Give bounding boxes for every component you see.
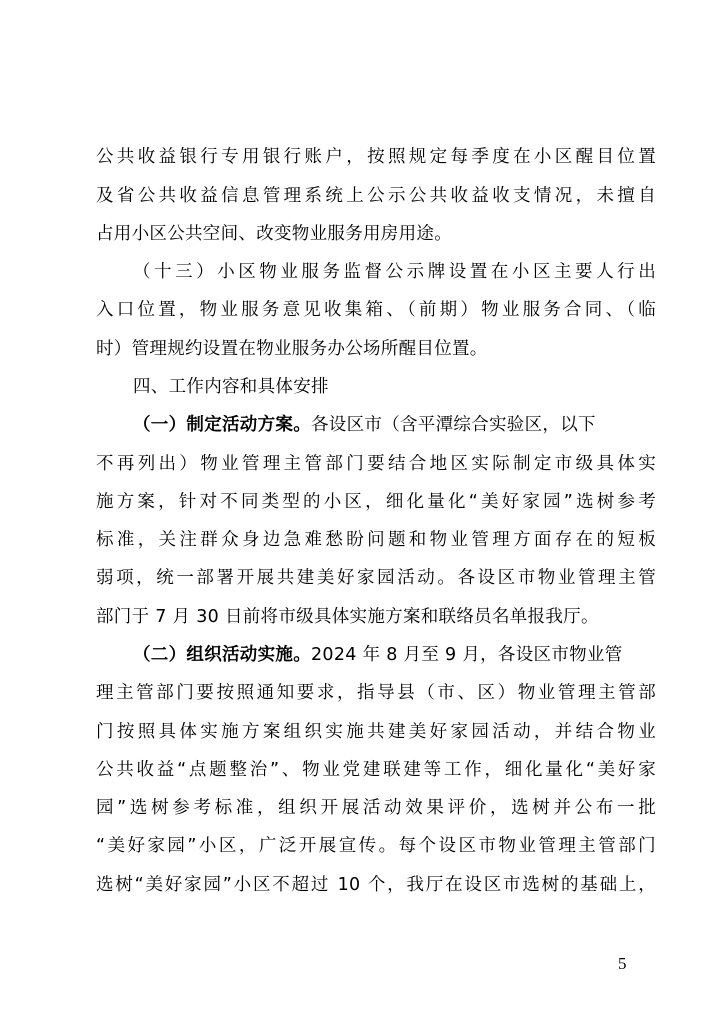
text-line: 及省公共收益信息管理系统上公示公共收益收支情况，未擅自 bbox=[96, 186, 656, 206]
text-line: 入口位置，物业服务意见收集箱、（前期）物业服务合同、（临 bbox=[96, 300, 656, 320]
text-line: 选树“美好家园”小区不超过 10 个，我厅在设区市选树的基础上， bbox=[96, 875, 656, 895]
text-line bbox=[133, 413, 656, 437]
text-line: 理主管部门要按照通知要求，指导县（市、区）物业管理主管部 bbox=[96, 683, 656, 703]
text-line: 弱项，统一部署开展共建美好家园活动。各设区市物业管理主管 bbox=[96, 568, 656, 588]
text-line: 时）管理规约设置在物业服务办公场所醒目位置。 bbox=[96, 339, 488, 359]
text-line: 施方案，针对不同类型的小区，细化量化“美好家园”选树参考 bbox=[96, 492, 656, 512]
subsection-heading: （一）制定活动方案。 bbox=[133, 415, 311, 435]
page-number: 5 bbox=[618, 954, 627, 973]
text-span: 各设区市（含平潭综合实验区，以下 bbox=[311, 415, 596, 435]
text-line: “美好家园”小区，广泛开展宣传。每个设区市物业管理主管部门 bbox=[96, 836, 656, 856]
text-line: 园”选树参考标准，组织开展活动效果评价，选树并公布一批 bbox=[96, 798, 656, 818]
text-line bbox=[133, 643, 656, 667]
text-line: 标准，关注群众身边急难愁盼问题和物业管理方面存在的短板 bbox=[96, 530, 656, 550]
text-line: 公共收益“点题整治”、物业党建联建等工作，细化量化“美好家 bbox=[96, 760, 656, 780]
text-line: 公共收益银行专用银行账户，按照规定每季度在小区醒目位置 bbox=[96, 147, 656, 167]
text-line: 占用小区公共空间、改变物业服务用房用途。 bbox=[96, 224, 452, 244]
text-line: （十三）小区物业服务监督公示牌设置在小区主要人行出 bbox=[133, 262, 656, 282]
subsection-heading: （二）组织活动实施。 bbox=[133, 645, 311, 665]
text-line: 不再列出）物业管理主管部门要结合地区实际制定市级具体实 bbox=[96, 454, 656, 474]
text-line: 门按照具体实施方案组织实施共建美好家园活动，并结合物业 bbox=[96, 722, 656, 742]
section-heading: 四、工作内容和具体安排 bbox=[133, 377, 329, 397]
text-line: 部门于 7 月 30 日前将市级具体实施方案和联络员名单报我厅。 bbox=[96, 607, 599, 627]
text-span: 2024 年 8 月至 9 月，各设区市物业管 bbox=[311, 645, 623, 665]
